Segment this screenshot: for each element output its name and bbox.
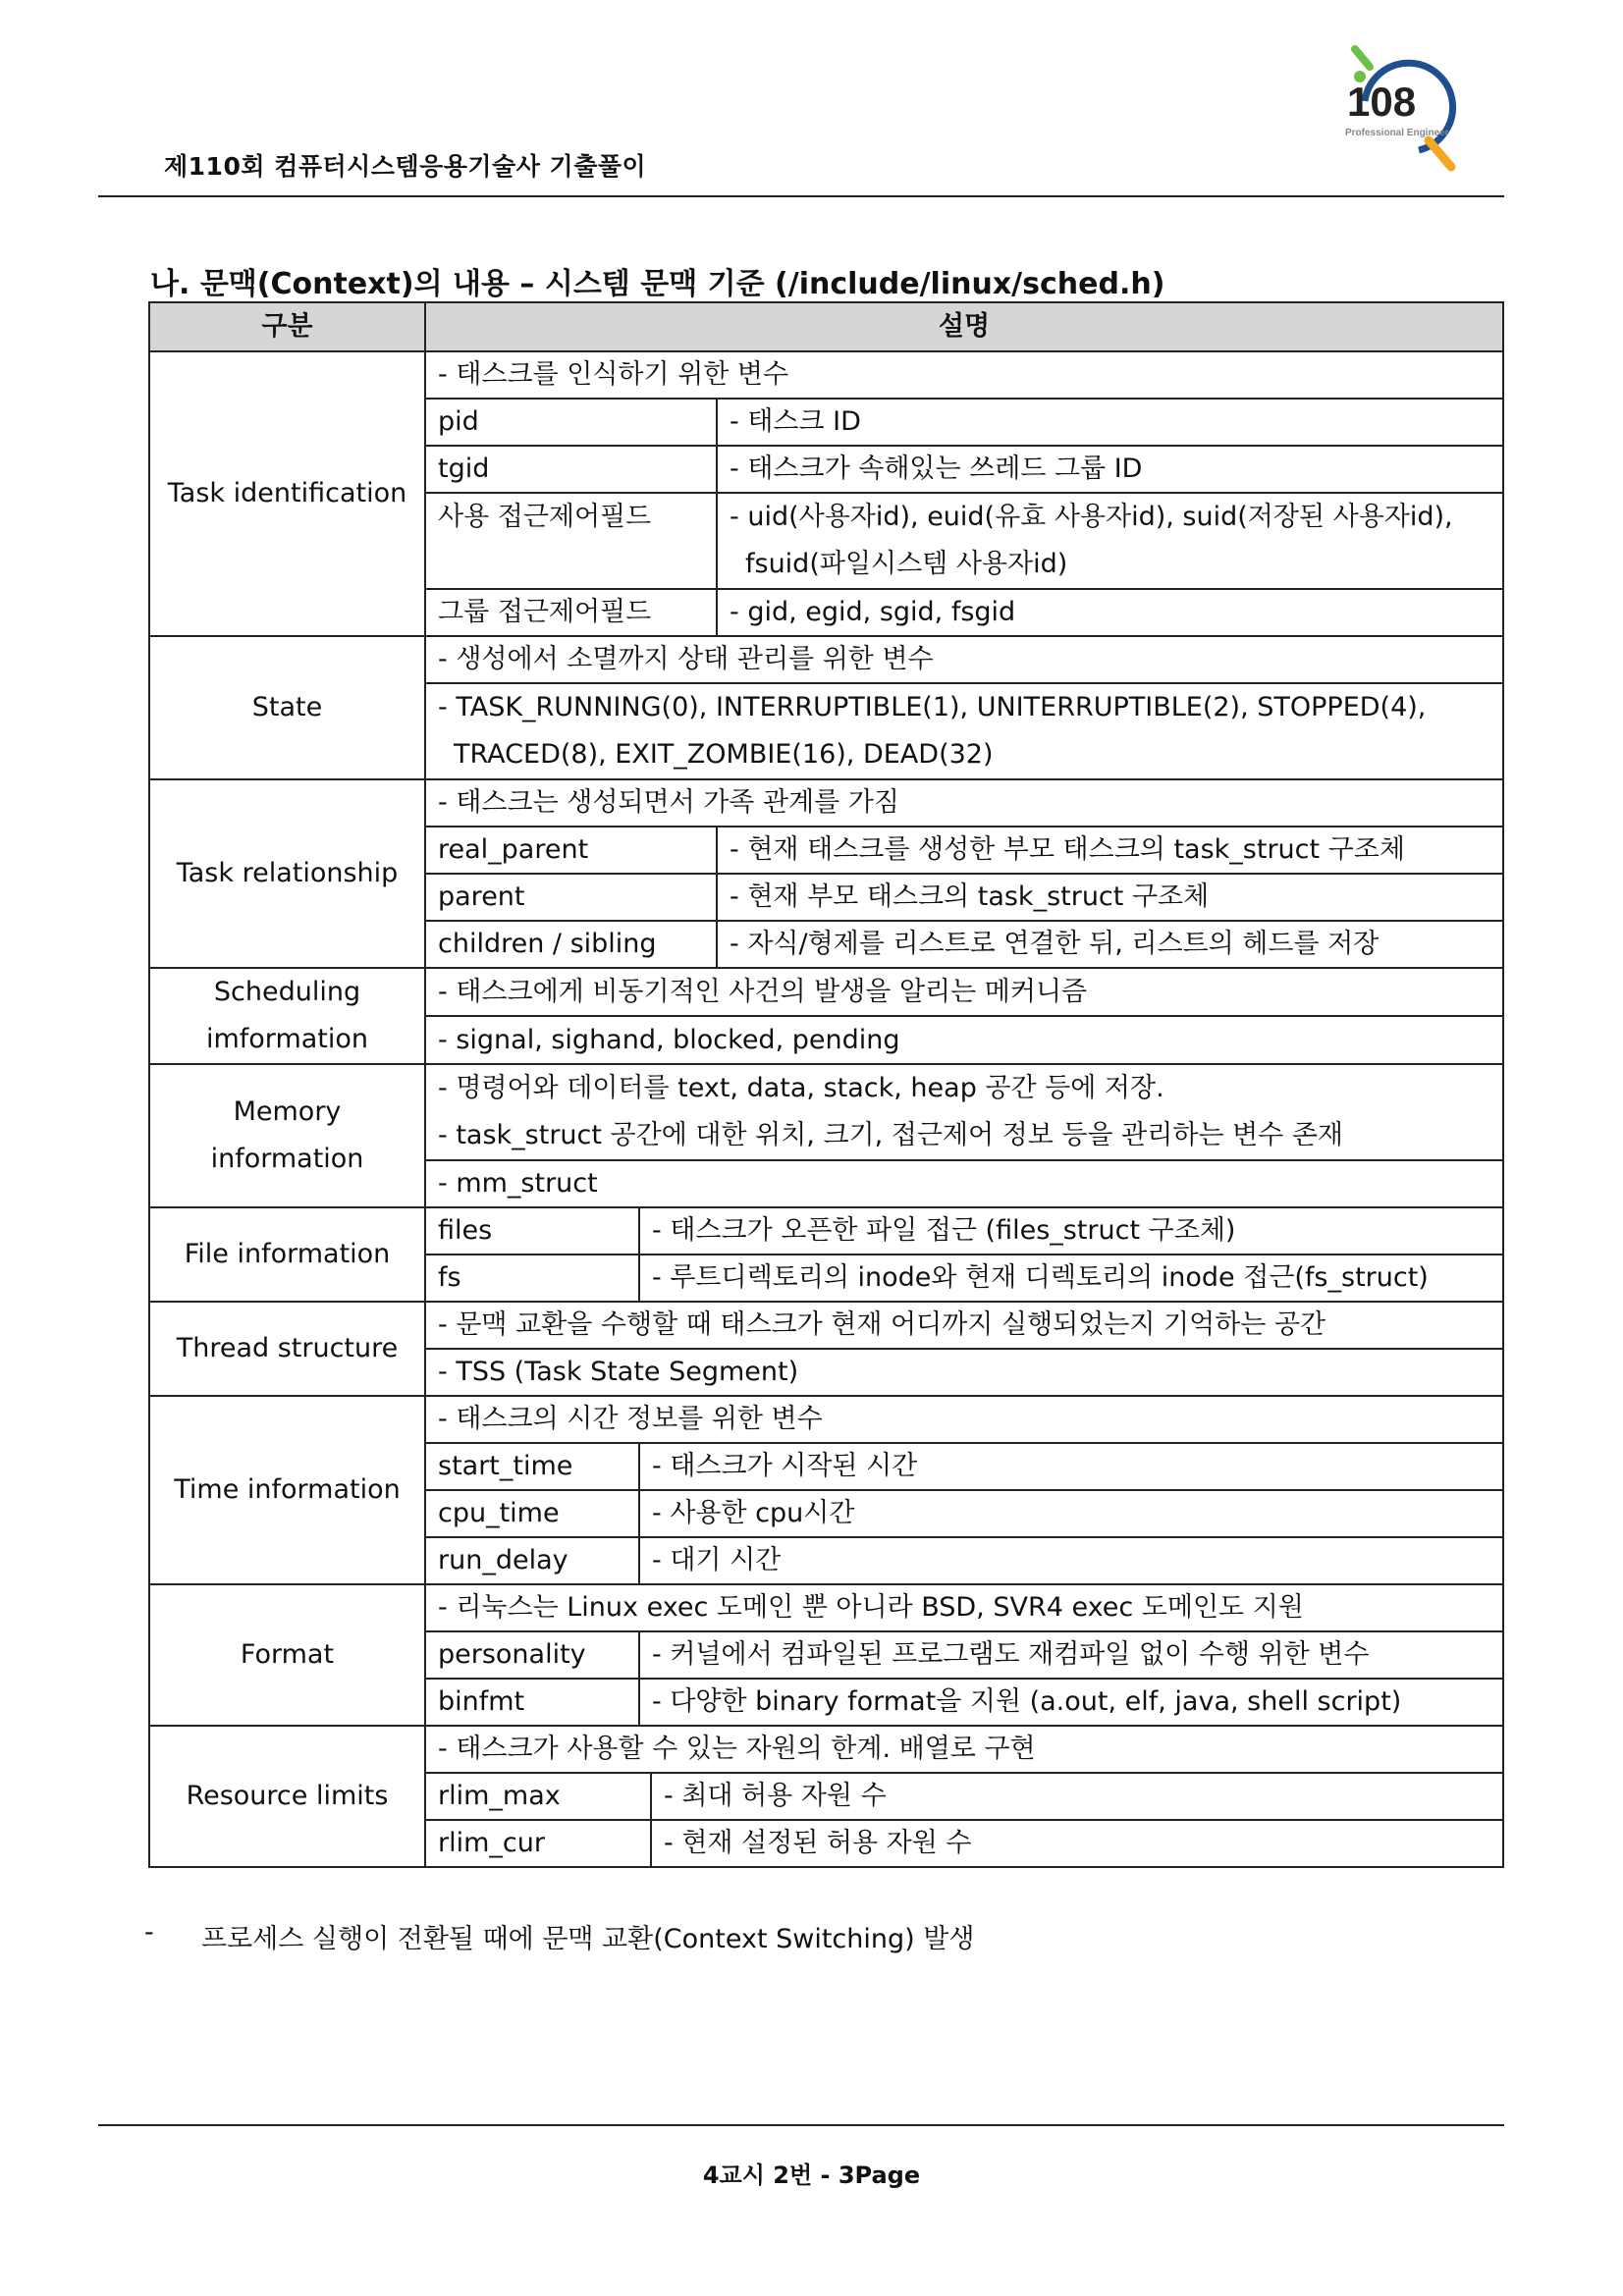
category-thread: Thread structure xyxy=(149,1302,425,1396)
field-key: pid xyxy=(438,406,479,437)
category-format: Format xyxy=(149,1584,425,1726)
field-key: files xyxy=(438,1215,493,1246)
field-key: binfmt xyxy=(438,1686,525,1717)
category-task-relationship: Task relationship xyxy=(149,779,425,968)
category-task-identification: Task identification xyxy=(149,351,425,636)
field-value xyxy=(717,494,1502,588)
field-value: - 대기 시간 xyxy=(639,1538,1502,1583)
field-value-line: - uid(사용자id), euid(유효 사용자id), suid(저장된 사용자id), xyxy=(730,502,1453,532)
memory-desc-line: - task_struct 공간에 대한 위치, 크기, 접근제어 정보 등을 관리하는 변수 존재 xyxy=(438,1120,1343,1150)
table-header-row xyxy=(149,302,1503,351)
table-row xyxy=(149,1207,1503,1255)
row-description xyxy=(425,1064,1503,1160)
category-state: State xyxy=(149,636,425,779)
field-key: rlim_cur xyxy=(438,1828,545,1858)
field-value: - 태스크가 속해있는 쓰레드 그룹 ID xyxy=(717,447,1502,492)
table-row xyxy=(149,1064,1503,1160)
context-table xyxy=(148,301,1504,1868)
category-time: Time information xyxy=(149,1396,425,1584)
field-value: - 태스크가 시작된 시간 xyxy=(639,1444,1502,1489)
field-value: - 커널에서 컴파일된 프로그램도 재컴파일 없이 수행 위한 변수 xyxy=(639,1632,1502,1678)
state-values-line: TRACED(8), EXIT_ZOMBIE(16), DEAD(32) xyxy=(454,739,994,770)
context-switch-note xyxy=(144,1917,975,1955)
field-key: fs xyxy=(438,1262,461,1293)
row-description: - 태스크는 생성되면서 가족 관계를 가짐 xyxy=(425,779,1503,827)
row-description: - mm_struct xyxy=(425,1160,1503,1207)
field-key: run_delay xyxy=(438,1545,568,1575)
logo-subtitle: Professional Engineer xyxy=(1345,128,1449,138)
row-description: - 태스크를 인식하기 위한 변수 xyxy=(425,351,1503,399)
field-value: - 자식/형제를 리스트로 연결한 뒤, 리스트의 헤드를 저장 xyxy=(717,922,1502,967)
row-description: - 태스크에게 비동기적인 사건의 발생을 알리는 메커니즘 xyxy=(425,968,1503,1016)
document-header-title: 제110회 컴퓨터시스템응용기술사 기출풀이 xyxy=(164,152,647,181)
category-scheduling: Scheduling imformation xyxy=(149,968,425,1064)
category-file: File information xyxy=(149,1207,425,1302)
field-key: children / sibling xyxy=(438,929,657,959)
field-key: 사용 접근제어필드 xyxy=(438,502,652,532)
field-key: tgid xyxy=(438,454,490,484)
row-description: - 태스크의 시간 정보를 위한 변수 xyxy=(425,1396,1503,1443)
row-description: - TSS (Task State Segment) xyxy=(425,1349,1503,1396)
column-header-category: 구분 xyxy=(149,302,425,351)
table-row xyxy=(149,351,1503,399)
logo-number: 108 xyxy=(1347,79,1417,125)
row-description xyxy=(425,683,1503,779)
table-row xyxy=(149,636,1503,683)
row-description: - signal, sighand, blocked, pending xyxy=(425,1016,1503,1064)
row-description: - 문맥 교환을 수행할 때 태스크가 현재 어디까지 실행되었는지 기억하는 공간 xyxy=(425,1302,1503,1349)
field-key: personality xyxy=(438,1639,586,1670)
row-description: - 리눅스는 Linux exec 도메인 뿐 아니라 BSD, SVR4 exec 도메인도 지원 xyxy=(425,1584,1503,1631)
note-text: 프로세스 실행이 전환될 때에 문맥 교환(Context Switching) 발생 xyxy=(201,1924,975,1954)
column-header-description: 설명 xyxy=(425,302,1503,351)
field-key: cpu_time xyxy=(438,1498,560,1528)
category-memory: Memory information xyxy=(149,1064,425,1207)
table-row xyxy=(149,1584,1503,1631)
field-value: - 태스크가 오픈한 파일 접근 (files_struct 구조체) xyxy=(639,1208,1502,1254)
field-value: - gid, egid, sgid, fsgid xyxy=(717,590,1502,635)
row-description: - 생성에서 소멸까지 상태 관리를 위한 변수 xyxy=(425,636,1503,683)
field-value: - 현재 설정된 허용 자원 수 xyxy=(651,1821,1502,1866)
field-value: - 현재 부모 태스크의 task_struct 구조체 xyxy=(717,875,1502,920)
table-row xyxy=(149,1396,1503,1443)
field-value: - 루트디렉토리의 inode와 현재 디렉토리의 inode 접근(fs_struct) xyxy=(639,1255,1502,1301)
row-description: - 태스크가 사용할 수 있는 자원의 한계. 배열로 구현 xyxy=(425,1726,1503,1773)
field-value: - 사용한 cpu시간 xyxy=(639,1491,1502,1536)
table-row xyxy=(149,779,1503,827)
section-title: 나. 문맥(Context)의 내용 – 시스템 문맥 기준 (/include/linux/sched.h) xyxy=(150,267,1165,301)
pe-108-logo xyxy=(1335,37,1473,185)
field-key: real_parent xyxy=(438,834,589,865)
category-resource: Resource limits xyxy=(149,1726,425,1867)
page-footer: 4교시 2번 - 3Page xyxy=(702,2162,921,2189)
field-value: - 최대 허용 자원 수 xyxy=(651,1774,1502,1819)
field-key: rlim_max xyxy=(438,1781,561,1811)
state-values-line: - TASK_RUNNING(0), INTERRUPTIBLE(1), UNITERRUPTIBLE(2), STOPPED(4), xyxy=(438,692,1427,722)
field-value-line: fsuid(파일시스템 사용자id) xyxy=(745,549,1068,579)
field-key: parent xyxy=(438,881,525,912)
table-row xyxy=(149,1726,1503,1773)
field-value: - 현재 태스크를 생성한 부모 태스크의 task_struct 구조체 xyxy=(717,828,1502,873)
field-key: start_time xyxy=(438,1451,573,1481)
memory-desc-line: - 명령어와 데이터를 text, data, stack, heap 공간 등에 저장. xyxy=(438,1073,1164,1103)
note-bullet: - xyxy=(144,1917,154,1948)
field-key: 그룹 접근제어필드 xyxy=(438,597,652,627)
header-divider xyxy=(98,195,1504,197)
field-value: - 다양한 binary format을 지원 (a.out, elf, java, shell script) xyxy=(639,1680,1502,1725)
footer-divider xyxy=(98,2124,1504,2126)
table-row xyxy=(149,968,1503,1016)
field-value: - 태스크 ID xyxy=(717,400,1502,445)
table-row xyxy=(149,1302,1503,1349)
